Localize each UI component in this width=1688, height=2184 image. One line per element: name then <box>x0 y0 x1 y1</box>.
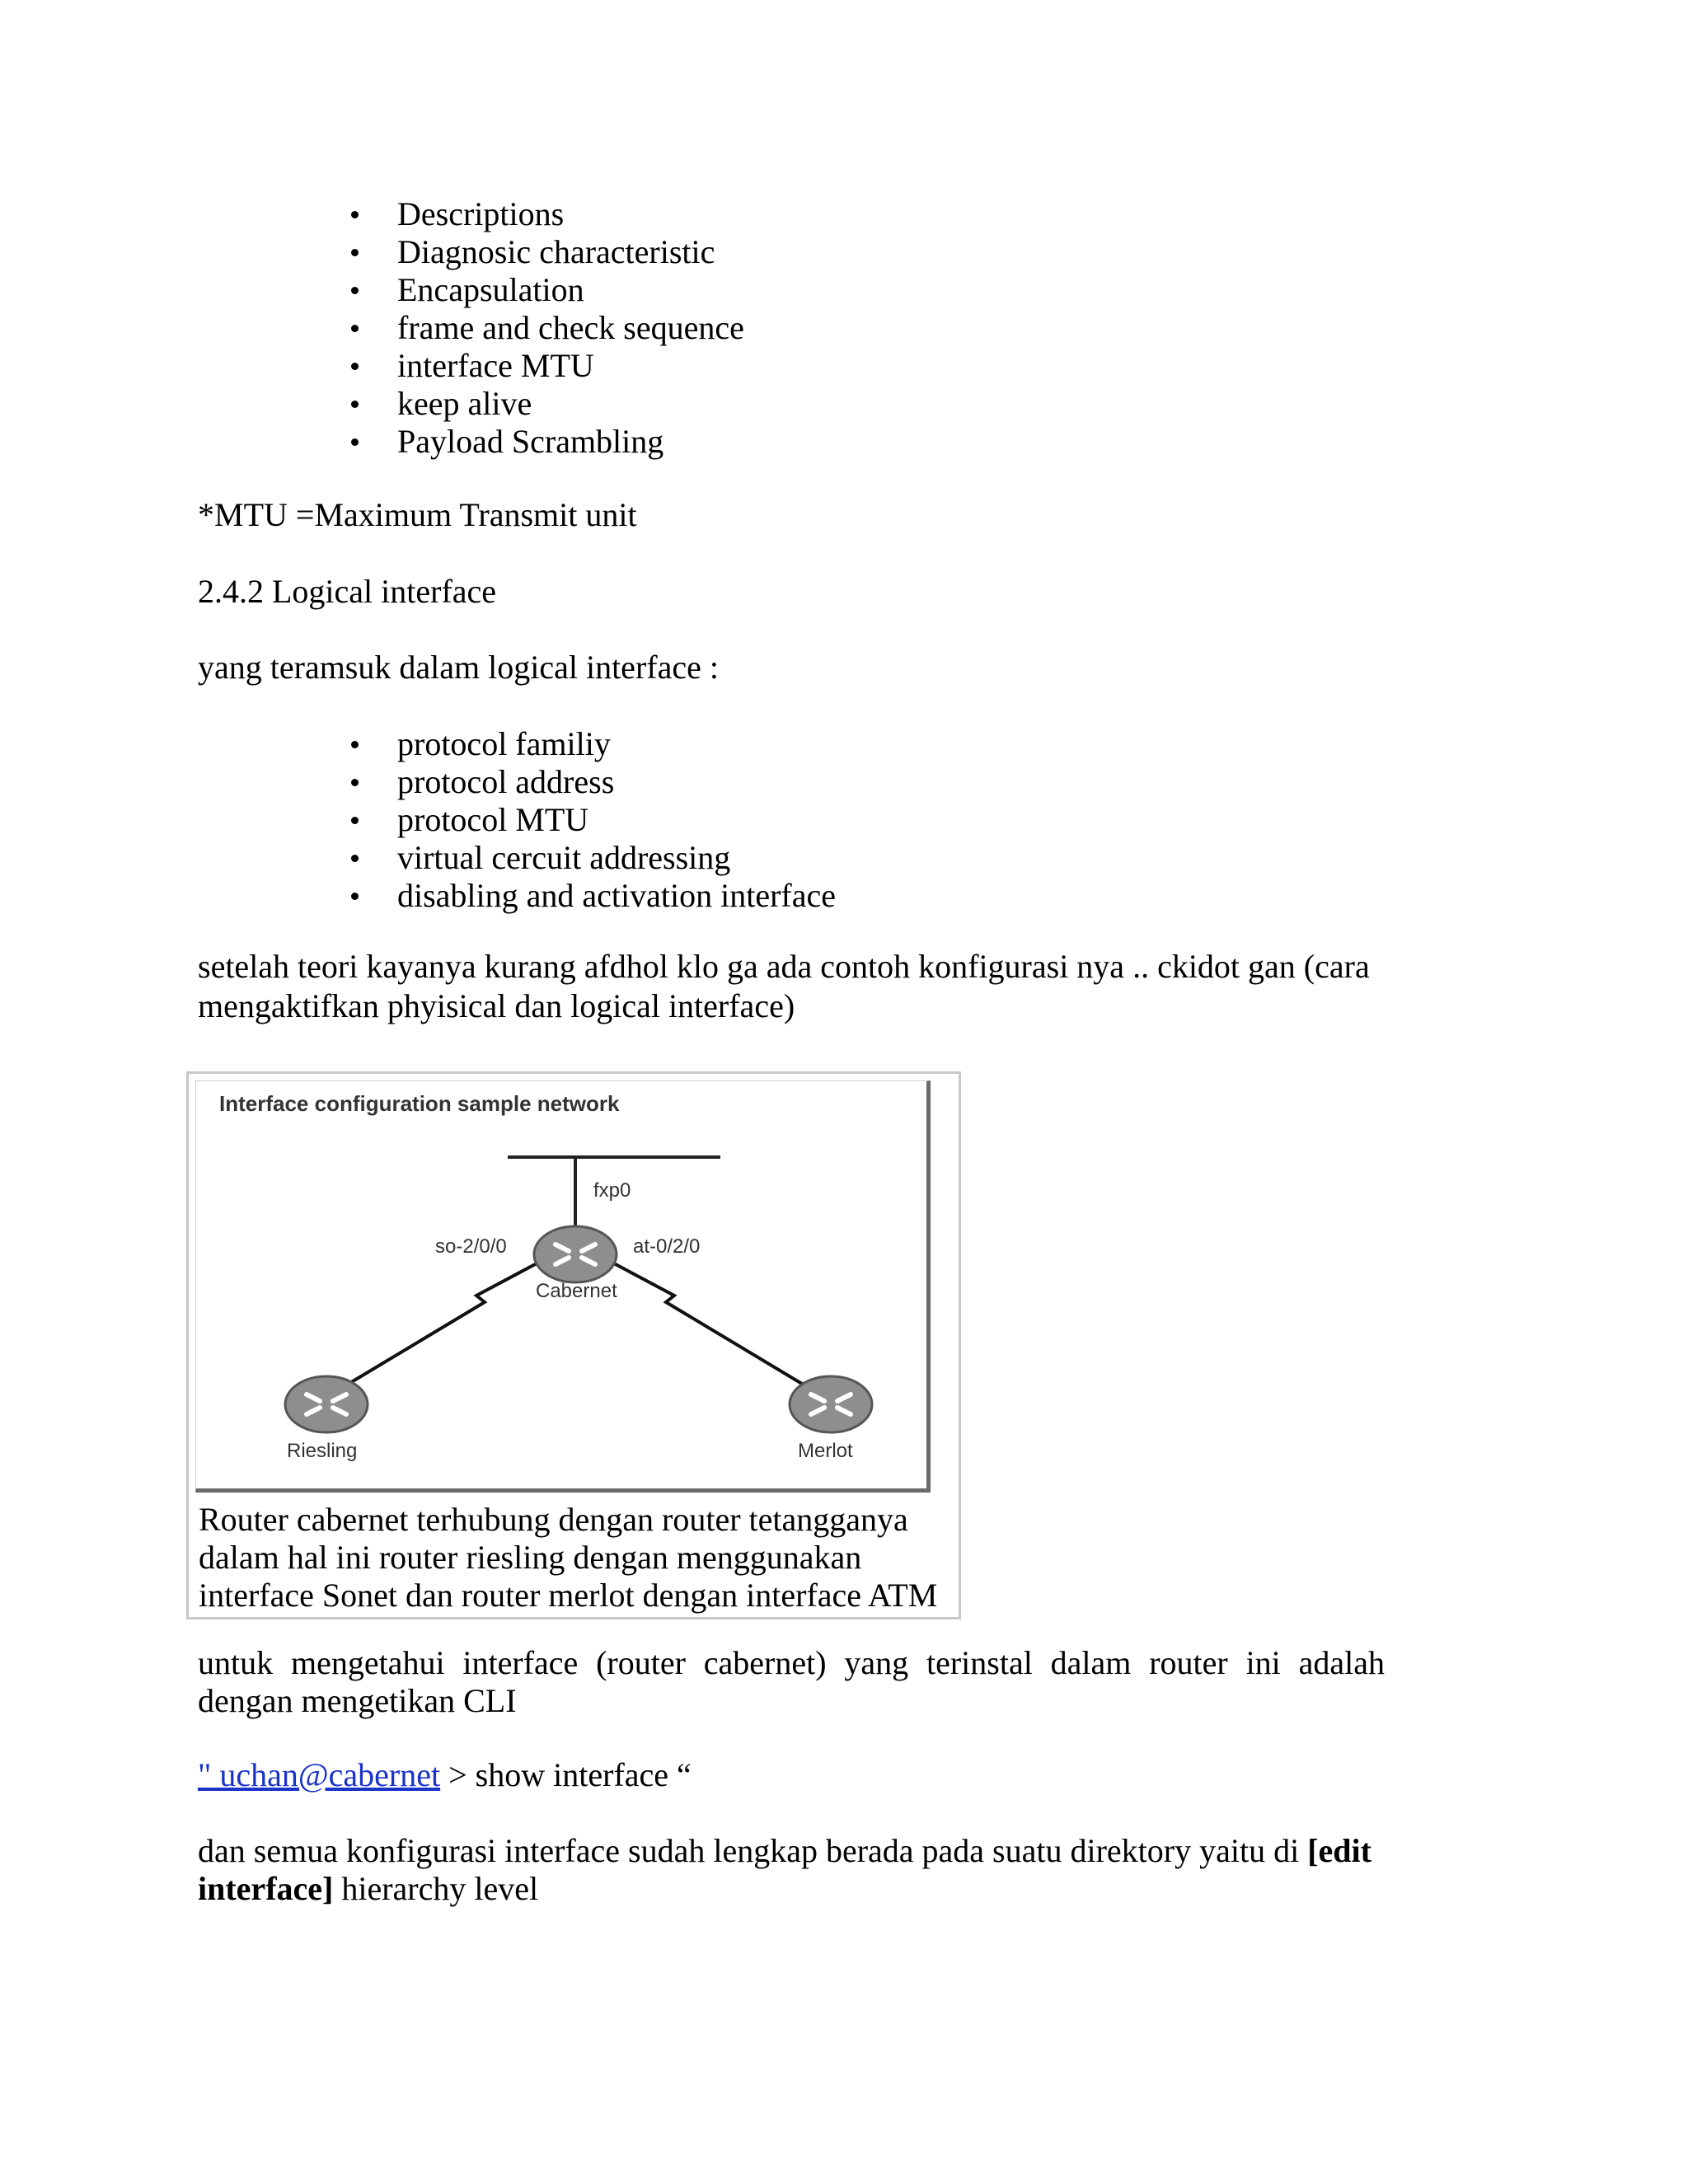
list-item: protocol address <box>345 763 836 801</box>
figure-caption: Router cabernet terhubung dengan router tetangganya dalam hal ini router riesling dengan menggunakan interface Sonet dan router merlot dengan interface ATM <box>199 1501 938 1614</box>
diagram-title: Interface configuration sample network <box>219 1091 620 1116</box>
config-intro-paragraph: setelah teori kayanya kurang afdhol klo ga ada contoh konfigurasi nya .. ckidot gan (cara mengaktifkan phyisical dan logical interface) <box>198 948 1370 1024</box>
router-merlot-icon <box>790 1376 872 1432</box>
network-figure <box>186 1071 961 1619</box>
atm-link <box>600 1256 831 1401</box>
label-cabernet: Cabernet <box>536 1280 617 1302</box>
hierarchy-paragraph <box>198 1832 1385 1908</box>
hierarchy-text-start: dan semua konfigurasi interface sudah lengkap berada pada suatu direktory yaitu di <box>198 1832 1308 1869</box>
label-merlot: Merlot <box>798 1440 853 1462</box>
list-item: Payload Scrambling <box>345 423 744 461</box>
label-at: at-0/2/0 <box>633 1235 701 1258</box>
physical-properties-list <box>345 195 744 461</box>
list-item: protocol MTU <box>345 801 836 839</box>
list-item: interface MTU <box>345 347 744 385</box>
section-heading: 2.4.2 Logical interface <box>198 573 497 610</box>
mtu-note: *MTU =Maximum Transmit unit <box>198 496 637 533</box>
cli-command-text: > show interface “ <box>440 1756 692 1793</box>
logical-intro: yang teramsuk dalam logical interface : <box>198 649 719 686</box>
list-item: disabling and activation interface <box>345 877 836 915</box>
list-item: virtual cercuit addressing <box>345 839 836 877</box>
list-item: Encapsulation <box>345 271 744 309</box>
network-diagram <box>195 1080 931 1493</box>
list-item: keep alive <box>345 385 744 423</box>
list-item: protocol familiy <box>345 725 836 763</box>
edit-interface-bold: [edit interface] <box>198 1832 1372 1907</box>
label-fxp0: fxp0 <box>593 1179 631 1202</box>
list-item: Descriptions <box>345 195 744 233</box>
cli-intro-paragraph: untuk mengetahui interface (router cabernet) yang terinstal dalam router ini adalah dengan mengetikan CLI <box>198 1644 1385 1719</box>
list-item: Diagnosic characteristic <box>345 233 744 271</box>
list-item: frame and check sequence <box>345 309 744 347</box>
hierarchy-text-end: hierarchy level <box>333 1870 539 1907</box>
router-cabernet-icon <box>534 1226 617 1282</box>
router-riesling-icon <box>285 1376 368 1432</box>
cli-command <box>198 1756 692 1794</box>
network-diagram-svg <box>196 1081 925 1485</box>
logical-properties-list <box>345 725 836 915</box>
label-riesling: Riesling <box>287 1440 358 1462</box>
label-so: so-2/0/0 <box>435 1235 507 1258</box>
cli-prompt-link[interactable]: " uchan@cabernet <box>198 1756 441 1793</box>
sonet-link <box>320 1256 551 1401</box>
